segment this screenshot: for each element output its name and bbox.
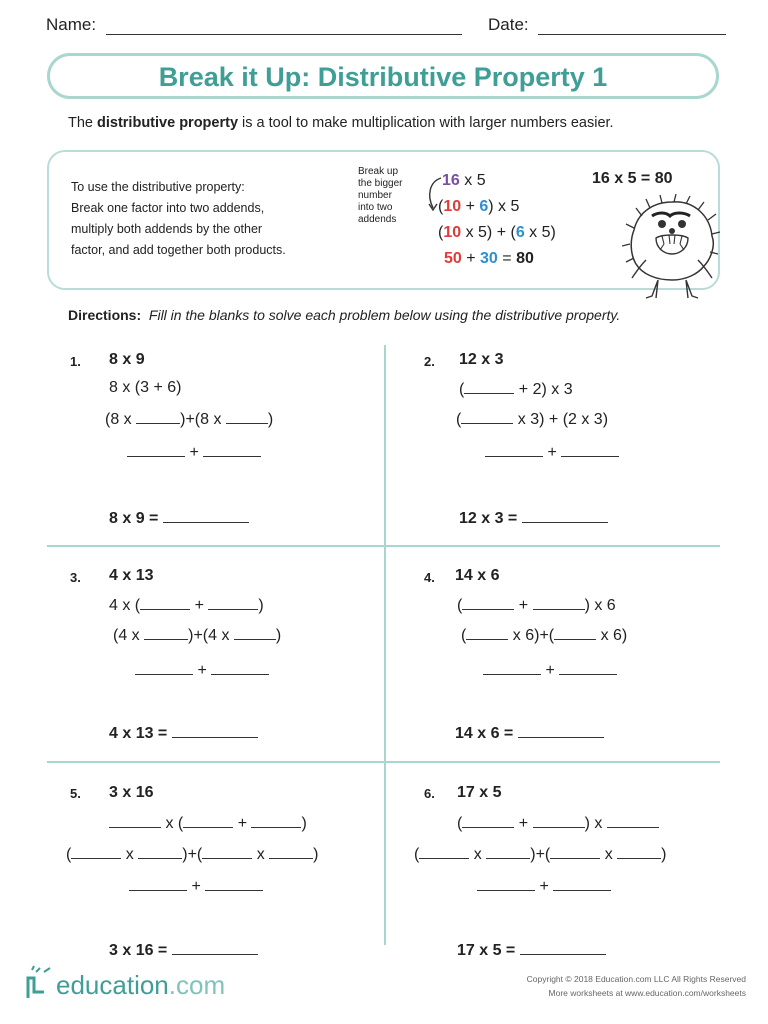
step-text: ) <box>301 815 307 832</box>
example-text: x 5) <box>524 224 556 241</box>
instruction-line: factor, and add together both products. <box>71 243 286 257</box>
example-number: 30 <box>480 250 498 267</box>
example-number: 16 <box>442 172 460 189</box>
more-worksheets: More worksheets at www.education.com/worksheets <box>548 988 746 998</box>
step-text: x 6) <box>600 627 628 644</box>
example-text: x 5) + ( <box>461 224 516 241</box>
step-text: ) <box>267 411 274 428</box>
plus-sign: + <box>539 878 549 895</box>
step-text: )+(4 x <box>188 627 234 644</box>
final-answer <box>457 940 606 960</box>
intro-post: is a tool to make multiplication with larger numbers easier. <box>238 115 614 131</box>
example-text: ( <box>438 198 444 215</box>
example-number: 10 <box>443 198 462 215</box>
answer-blank[interactable] <box>462 595 514 610</box>
answer-blank[interactable] <box>136 409 180 424</box>
step-text: ) <box>313 846 319 863</box>
page-title: Break it Up: Distributive Property 1 <box>158 62 608 92</box>
step-text: x <box>256 846 265 863</box>
answer-label: 4 x 13 = <box>109 725 168 742</box>
answer-blank[interactable] <box>205 876 263 891</box>
answer-blank[interactable] <box>520 940 606 955</box>
answer-blank[interactable] <box>466 625 508 640</box>
answer-blank[interactable] <box>461 409 513 424</box>
answer-blank[interactable] <box>135 660 193 675</box>
answer-blank[interactable] <box>140 595 190 610</box>
problem-title: 4 x 13 <box>109 567 154 584</box>
problem-step-2 <box>66 844 318 864</box>
note-line: the bigger <box>358 178 403 189</box>
intro-text <box>68 115 614 131</box>
step-text: + <box>237 815 248 832</box>
example-number: 6 <box>479 198 489 215</box>
problem-step-3 <box>477 876 611 896</box>
answer-blank[interactable] <box>533 595 585 610</box>
answer-blank[interactable] <box>172 940 258 955</box>
step-text: ) <box>661 846 667 863</box>
problem-number: 4. <box>424 570 435 585</box>
step-text: ( <box>461 627 467 644</box>
problem-step-2 <box>461 625 627 645</box>
answer-blank[interactable] <box>486 844 530 859</box>
step-text: + <box>518 597 529 614</box>
problem-number: 3. <box>70 570 81 585</box>
name-label: Name: <box>46 15 97 34</box>
directions-text: Fill in the blanks to solve each problem below using the distributive property. <box>148 307 621 323</box>
problem-step-3 <box>483 660 617 680</box>
answer-blank[interactable] <box>553 876 611 891</box>
logo-suffix: .com <box>168 970 226 1000</box>
answer-blank[interactable] <box>559 660 617 675</box>
step-text: ) <box>258 597 264 614</box>
answer-label: 12 x 3 = <box>459 510 518 527</box>
answer-blank[interactable] <box>163 508 249 523</box>
plus-sign: + <box>191 878 201 895</box>
problem-step-2 <box>414 844 666 864</box>
answer-blank[interactable] <box>71 844 121 859</box>
answer-blank[interactable] <box>138 844 182 859</box>
copyright: Copyright © 2018 Education.com LLC All Rights Reserved <box>526 974 746 984</box>
example-text: + <box>461 250 481 267</box>
step-text: + <box>518 815 529 832</box>
monster-illustration <box>622 194 722 302</box>
problem-title: 14 x 6 <box>455 567 500 584</box>
example-text: + <box>461 198 480 215</box>
step-text: ( <box>456 411 462 428</box>
problem-step-1 <box>109 813 307 833</box>
note-line: into two <box>358 202 393 213</box>
answer-blank[interactable] <box>208 595 258 610</box>
directions-label: Directions: <box>68 307 142 323</box>
answer-blank[interactable] <box>226 409 268 424</box>
title-banner <box>47 53 719 99</box>
step-text: ( <box>414 846 420 863</box>
example-line-4 <box>444 250 534 268</box>
step-text: (8 x <box>105 411 137 428</box>
problem-title: 17 x 5 <box>457 784 502 801</box>
answer-blank[interactable] <box>483 660 541 675</box>
example-line-1 <box>442 172 486 190</box>
instruction-line: multiply both addends by the other <box>71 222 263 236</box>
answer-blank[interactable] <box>533 813 585 828</box>
step-text: 4 x ( <box>109 597 141 614</box>
problem-step-3 <box>485 442 619 462</box>
example-number: 50 <box>444 250 462 267</box>
answer-blank[interactable] <box>251 813 301 828</box>
answer-blank[interactable] <box>419 844 469 859</box>
step-text: ( <box>457 815 463 832</box>
answer-blank[interactable] <box>144 625 188 640</box>
problem-number: 5. <box>70 786 81 801</box>
problem-step-1 <box>459 379 573 399</box>
name-field[interactable] <box>106 34 462 35</box>
problem-step-3 <box>129 876 263 896</box>
date-label: Date: <box>488 15 529 34</box>
problem-step-2 <box>105 409 273 429</box>
answer-blank[interactable] <box>607 813 659 828</box>
step-text: x <box>473 846 482 863</box>
step-text: (4 x <box>113 627 145 644</box>
answer-blank[interactable] <box>462 813 514 828</box>
intro-pre: The <box>68 115 98 131</box>
example-text: ) x 5 <box>488 198 520 215</box>
step-text: + 2) x 3 <box>518 381 573 398</box>
logo-text: education <box>56 970 169 1000</box>
answer-label: 8 x 9 = <box>109 510 159 527</box>
step-text: ( <box>457 597 463 614</box>
final-answer <box>459 508 608 528</box>
answer-blank[interactable] <box>269 844 313 859</box>
problem-step-1 <box>457 595 616 615</box>
problem-step-2 <box>113 625 281 645</box>
step-text: )+( <box>182 846 203 863</box>
note-line: Break up <box>358 166 399 177</box>
instruction-line: To use the distributive property: <box>71 180 245 194</box>
example-text: = <box>497 250 517 267</box>
answer-blank[interactable] <box>109 813 161 828</box>
step-text: x <box>604 846 613 863</box>
column-divider <box>384 345 386 945</box>
answer-blank[interactable] <box>202 844 252 859</box>
step-text: )+( <box>530 846 551 863</box>
problem-step-3 <box>135 660 269 680</box>
answer-blank[interactable] <box>127 442 185 457</box>
instruction-line: Break one factor into two addends, <box>71 201 265 215</box>
step-text: ) x <box>584 815 603 832</box>
final-answer <box>109 940 258 960</box>
answer-label: 14 x 6 = <box>455 725 514 742</box>
example-number: 6 <box>515 224 525 241</box>
example-note <box>358 166 402 226</box>
step-text: ( <box>459 381 465 398</box>
example-line-2 <box>438 198 519 216</box>
row-divider <box>47 545 720 547</box>
row-divider <box>47 761 720 763</box>
answer-blank[interactable] <box>554 625 596 640</box>
education-logo <box>56 970 225 1001</box>
problem-step-2 <box>456 409 608 429</box>
final-answer <box>455 723 604 743</box>
answer-blank[interactable] <box>485 442 543 457</box>
date-field[interactable] <box>538 34 726 35</box>
plus-sign: + <box>547 444 557 461</box>
example-instructions <box>71 177 286 261</box>
answer-blank[interactable] <box>561 442 619 457</box>
step-text: )+(8 x <box>180 411 226 428</box>
plus-sign: + <box>197 662 207 679</box>
answer-blank[interactable] <box>518 723 604 738</box>
final-answer <box>109 508 249 528</box>
example-line-3 <box>438 224 556 242</box>
example-answer: 80 <box>516 250 534 267</box>
answer-blank[interactable] <box>617 844 661 859</box>
problem-number: 2. <box>424 354 435 369</box>
answer-blank[interactable] <box>172 723 258 738</box>
step-text: ) <box>275 627 282 644</box>
plus-sign: + <box>189 444 199 461</box>
problem-number: 1. <box>70 354 81 369</box>
step-text: x <box>125 846 134 863</box>
step-text: + <box>194 597 204 614</box>
problem-step-1: 8 x (3 + 6) <box>109 379 182 396</box>
answer-label: 3 x 16 = <box>109 942 168 959</box>
step-text: x ( <box>165 815 184 832</box>
answer-blank[interactable] <box>234 625 276 640</box>
step-text: ( <box>66 846 72 863</box>
problem-number: 6. <box>424 786 435 801</box>
answer-blank[interactable] <box>183 813 233 828</box>
example-text: x 5 <box>459 172 486 189</box>
example-text: ( <box>438 224 444 241</box>
step-text: ) x 6 <box>584 597 616 614</box>
note-line: number <box>358 190 392 201</box>
answer-blank[interactable] <box>477 876 535 891</box>
answer-blank[interactable] <box>203 442 261 457</box>
note-line: addends <box>358 214 397 225</box>
answer-blank[interactable] <box>464 379 514 394</box>
example-result: 16 x 5 = 80 <box>592 170 673 187</box>
answer-blank[interactable] <box>522 508 608 523</box>
problem-step-3 <box>127 442 261 462</box>
intro-bold: distributive property <box>97 115 239 131</box>
example-number: 10 <box>443 224 462 241</box>
final-answer <box>109 723 258 743</box>
problem-step-1 <box>457 813 659 833</box>
directions <box>68 307 620 323</box>
answer-label: 17 x 5 = <box>457 942 516 959</box>
plus-sign: + <box>545 662 555 679</box>
answer-blank[interactable] <box>211 660 269 675</box>
problem-title: 8 x 9 <box>109 351 145 368</box>
problem-step-1 <box>109 595 264 615</box>
step-text: x 3) + (2 x 3) <box>517 411 609 428</box>
answer-blank[interactable] <box>550 844 600 859</box>
problem-title: 12 x 3 <box>459 351 504 368</box>
answer-blank[interactable] <box>129 876 187 891</box>
step-text: x 6)+( <box>512 627 555 644</box>
problem-title: 3 x 16 <box>109 784 154 801</box>
